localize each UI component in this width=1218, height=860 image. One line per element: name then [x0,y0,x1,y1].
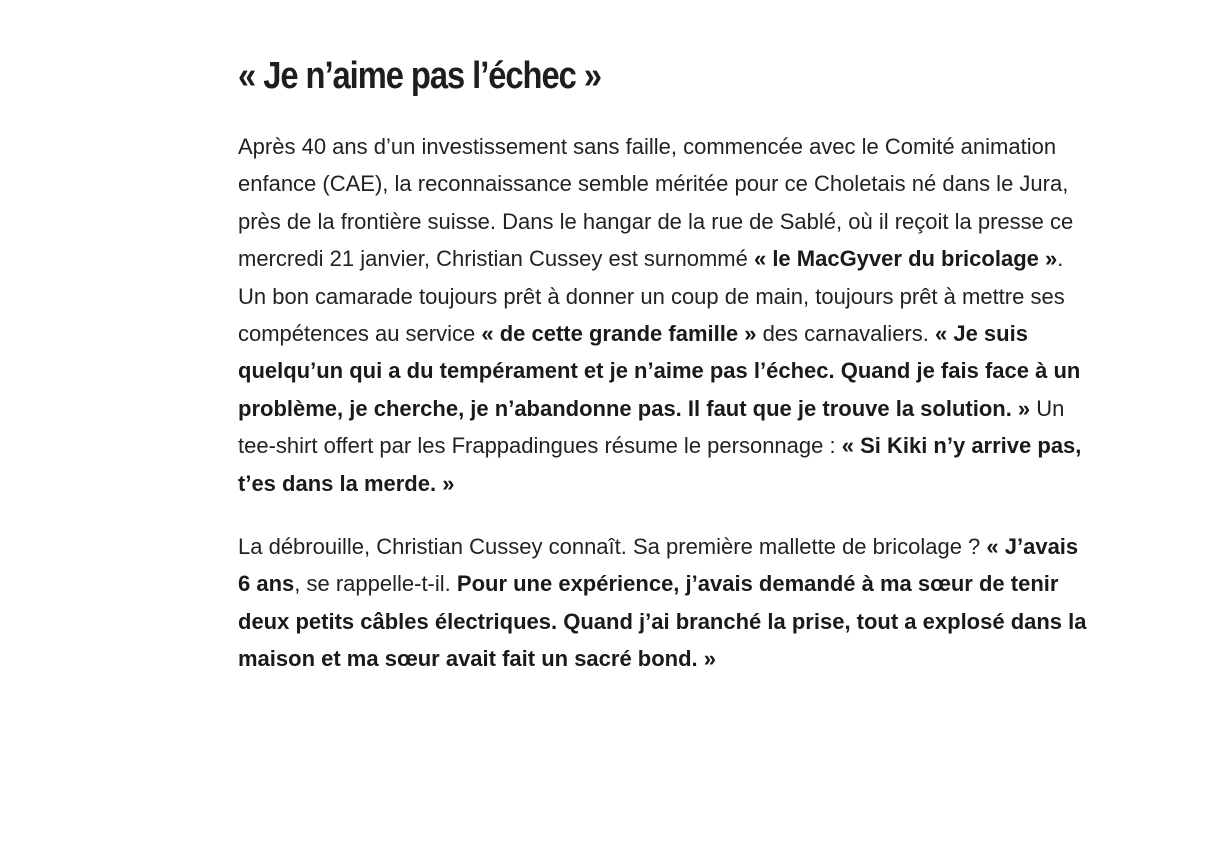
paragraph-text: La débrouille, Christian Cussey connaît. Sa première mallette de bricolage ? [238,534,987,560]
paragraph-text: , se rappelle-t-il. [294,571,457,597]
article-paragraph [238,528,1096,678]
paragraph-text: des carnavaliers. [756,321,935,347]
bold-quote: Pour une expérience, j’avais demandé à ma sœur de tenir deux petits câbles électriques. Quand j’ai branché la prise, tout a explosé dans la maison et ma sœur avait fait un sacré bond. » [238,571,1087,672]
article-paragraph [238,128,1096,502]
article-body [238,50,1096,704]
paragraph-text: Un tee-shirt offert par les Frappadingues résume le personnage : [238,395,1065,459]
bold-quote: « J’avais 6 ans [238,534,1079,597]
bold-quote: « le MacGyver du bricolage » [753,246,1058,272]
paragraph-text: . Un bon camarade toujours prêt à donner un coup de main, toujours prêt à mettre ses compétences au service [238,246,1065,347]
section-heading: « Je n’aime pas l’échec » [238,55,601,97]
paragraph-text: Après 40 ans d’un investissement sans faille, commencée avec le Comité animation enfance (CAE), la reconnaissance semble méritée pour ce Choletais né dans le Jura, près de la frontière suisse. Dans le hangar de la rue de Sablé, où il reçoit la presse ce mercredi 21 janvier, Christian Cussey est surnommé [238,134,1074,272]
bold-quote: « de cette grande famille » [481,321,757,347]
bold-quote: « Si Kiki n’y arrive pas, t’es dans la merde. » [238,433,1082,496]
bold-quote: « Je suis quelqu’un qui a du tempérament et je n’aime pas l’échec. Quand je fais face à un problème, je cherche, je n’abandonne pas. Il faut que je trouve la solution. » [238,321,1081,421]
